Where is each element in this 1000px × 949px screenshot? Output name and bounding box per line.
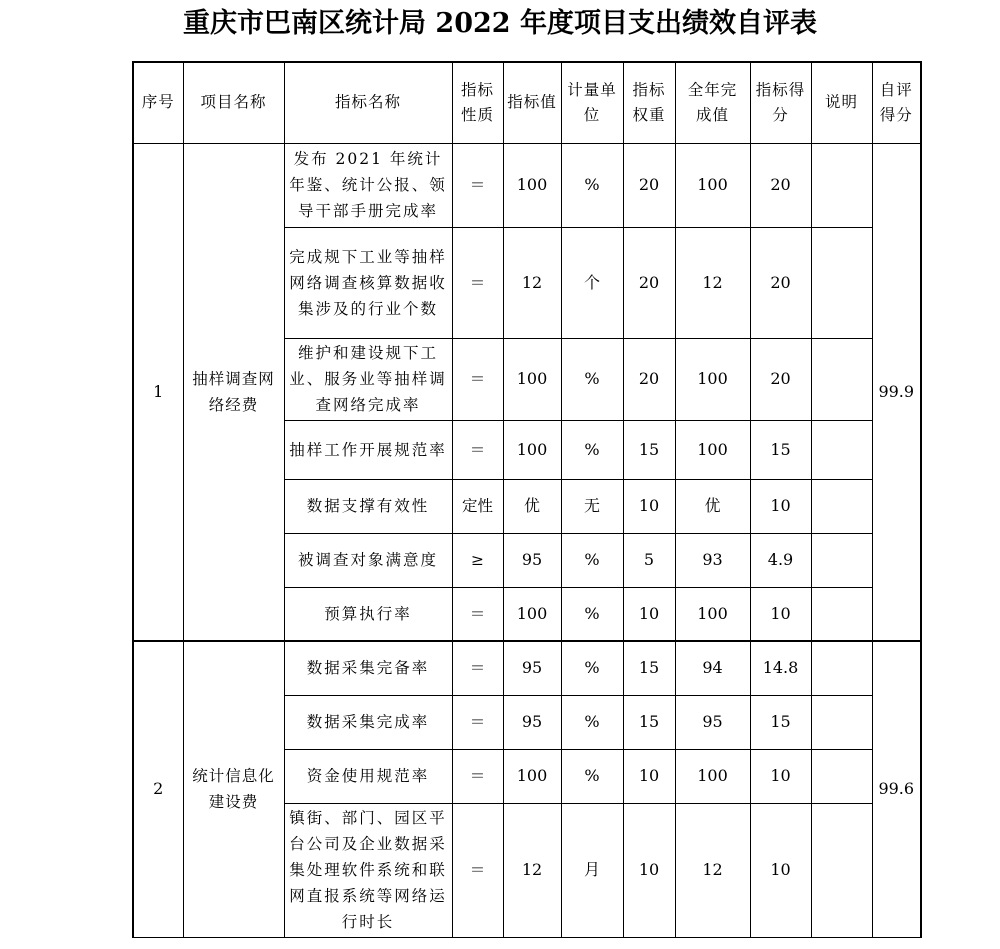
indicator-score: 20	[750, 143, 811, 227]
indicator-weight: 20	[623, 338, 675, 420]
indicator-weight: 10	[623, 479, 675, 533]
header-project: 项目名称	[183, 62, 284, 143]
indicator-score: 15	[750, 695, 811, 749]
table-row	[133, 143, 921, 227]
indicator-note	[811, 143, 872, 227]
indicator-weight: 15	[623, 695, 675, 749]
indicator-note	[811, 641, 872, 695]
indicator-value: 100	[503, 143, 561, 227]
indicator-unit: %	[561, 749, 623, 803]
header-unit: 计量单位	[561, 62, 623, 143]
indicator-nature: ＝	[452, 143, 503, 227]
indicator-actual: 100	[675, 587, 750, 641]
header-seq: 序号	[133, 62, 183, 143]
indicator-actual: 12	[675, 227, 750, 338]
indicator-nature: ＝	[452, 338, 503, 420]
indicator-value: 100	[503, 587, 561, 641]
indicator-name: 预算执行率	[284, 587, 452, 641]
project-self-score: 99.6	[872, 641, 921, 937]
indicator-note	[811, 479, 872, 533]
indicator-actual: 100	[675, 420, 750, 479]
indicator-nature: ＝	[452, 695, 503, 749]
header-actual: 全年完成值	[675, 62, 750, 143]
indicator-nature: ＝	[452, 641, 503, 695]
indicator-actual: 94	[675, 641, 750, 695]
indicator-unit: %	[561, 533, 623, 587]
indicator-score: 10	[750, 587, 811, 641]
header-nature: 指标性质	[452, 62, 503, 143]
indicator-note	[811, 587, 872, 641]
indicator-name: 数据采集完成率	[284, 695, 452, 749]
project-seq: 2	[133, 641, 183, 937]
indicator-unit: %	[561, 641, 623, 695]
indicator-actual: 95	[675, 695, 750, 749]
indicator-unit: %	[561, 695, 623, 749]
indicator-name: 完成规下工业等抽样网络调查核算数据收集涉及的行业个数	[284, 227, 452, 338]
indicator-nature: 定性	[452, 479, 503, 533]
indicator-unit: %	[561, 338, 623, 420]
indicator-name: 数据采集完备率	[284, 641, 452, 695]
indicator-unit: 月	[561, 803, 623, 937]
indicator-score: 10	[750, 749, 811, 803]
indicator-name: 发布 2021 年统计年鉴、统计公报、领导干部手册完成率	[284, 143, 452, 227]
header-note: 说明	[811, 62, 872, 143]
indicator-actual: 100	[675, 338, 750, 420]
indicator-nature: ＝	[452, 420, 503, 479]
indicator-unit: %	[561, 587, 623, 641]
header-value: 指标值	[503, 62, 561, 143]
indicator-unit: 个	[561, 227, 623, 338]
indicator-actual: 12	[675, 803, 750, 937]
indicator-note	[811, 695, 872, 749]
indicator-value: 优	[503, 479, 561, 533]
header-indicator: 指标名称	[284, 62, 452, 143]
indicator-name: 抽样工作开展规范率	[284, 420, 452, 479]
indicator-actual: 93	[675, 533, 750, 587]
indicator-score: 4.9	[750, 533, 811, 587]
indicator-value: 12	[503, 227, 561, 338]
indicator-score: 10	[750, 803, 811, 937]
indicator-score: 20	[750, 338, 811, 420]
header-self-score: 自评得分	[872, 62, 921, 143]
indicator-weight: 10	[623, 803, 675, 937]
indicator-name: 被调查对象满意度	[284, 533, 452, 587]
header-score: 指标得分	[750, 62, 811, 143]
project-self-score: 99.9	[872, 143, 921, 641]
indicator-value: 100	[503, 749, 561, 803]
indicator-weight: 5	[623, 533, 675, 587]
indicator-value: 100	[503, 420, 561, 479]
indicator-weight: 10	[623, 749, 675, 803]
page-title: 重庆市巴南区统计局 2022 年度项目支出绩效自评表	[183, 8, 817, 39]
indicator-score: 15	[750, 420, 811, 479]
indicator-score: 14.8	[750, 641, 811, 695]
indicator-nature: ≥	[452, 533, 503, 587]
indicator-value: 95	[503, 641, 561, 695]
indicator-note	[811, 533, 872, 587]
indicator-name: 维护和建设规下工业、服务业等抽样调查网络完成率	[284, 338, 452, 420]
indicator-actual: 100	[675, 143, 750, 227]
indicator-score: 10	[750, 479, 811, 533]
header-row	[133, 62, 921, 143]
indicator-nature: ＝	[452, 803, 503, 937]
indicator-name: 资金使用规范率	[284, 749, 452, 803]
indicator-value: 12	[503, 803, 561, 937]
performance-table	[132, 61, 922, 938]
indicator-nature: ＝	[452, 749, 503, 803]
indicator-weight: 15	[623, 641, 675, 695]
indicator-value: 95	[503, 533, 561, 587]
project-name: 统计信息化建设费	[183, 641, 284, 937]
indicator-name: 数据支撑有效性	[284, 479, 452, 533]
indicator-nature: ＝	[452, 227, 503, 338]
project-name: 抽样调查网络经费	[183, 143, 284, 641]
indicator-score: 20	[750, 227, 811, 338]
indicator-note	[811, 420, 872, 479]
indicator-value: 100	[503, 338, 561, 420]
indicator-unit: %	[561, 420, 623, 479]
table-body	[133, 143, 921, 937]
indicator-weight: 10	[623, 587, 675, 641]
indicator-value: 95	[503, 695, 561, 749]
indicator-actual: 优	[675, 479, 750, 533]
indicator-name: 镇街、部门、园区平台公司及企业数据采集处理软件系统和联网直报系统等网络运行时长	[284, 803, 452, 937]
indicator-weight: 15	[623, 420, 675, 479]
indicator-weight: 20	[623, 227, 675, 338]
table-row	[133, 641, 921, 695]
indicator-note	[811, 338, 872, 420]
indicator-weight: 20	[623, 143, 675, 227]
indicator-note	[811, 803, 872, 937]
indicator-actual: 100	[675, 749, 750, 803]
indicator-note	[811, 749, 872, 803]
indicator-unit: %	[561, 143, 623, 227]
indicator-nature: ＝	[452, 587, 503, 641]
project-seq: 1	[133, 143, 183, 641]
header-weight: 指标权重	[623, 62, 675, 143]
indicator-unit: 无	[561, 479, 623, 533]
indicator-note	[811, 227, 872, 338]
